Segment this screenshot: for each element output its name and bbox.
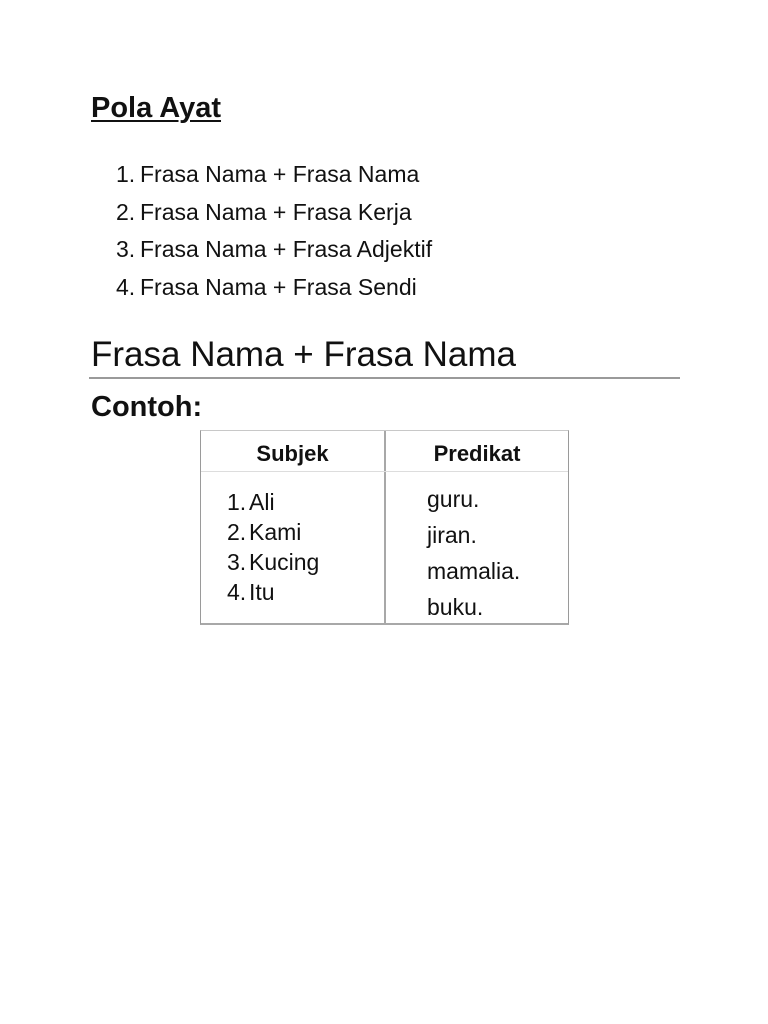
predicate-column-header: Predikat <box>433 441 521 466</box>
subject-number: 1. <box>227 489 247 515</box>
pattern-text: Frasa Nama + Frasa Adjektif <box>140 236 433 262</box>
subject-item <box>227 577 319 607</box>
subject-number: 4. <box>227 579 247 605</box>
pattern-item <box>116 194 432 232</box>
subject-text: Kami <box>249 519 302 545</box>
pattern-item <box>116 156 432 194</box>
pattern-text: Frasa Nama + Frasa Kerja <box>140 198 412 225</box>
subject-column-header: Subjek <box>256 441 329 466</box>
section-divider <box>89 377 680 379</box>
pattern-item <box>116 231 432 269</box>
subject-number: 2. <box>227 519 247 545</box>
pattern-text: Frasa Nama + Frasa Sendi <box>140 273 417 300</box>
predicate-list <box>427 481 520 625</box>
subject-text: Itu <box>249 579 275 605</box>
pattern-number: 4. <box>116 273 136 300</box>
subject-text: Kucing <box>249 549 320 575</box>
header-divider <box>201 471 568 472</box>
subject-text: Ali <box>249 489 275 515</box>
example-label: Contoh: <box>91 391 203 423</box>
pattern-number: 2. <box>116 198 136 225</box>
sentence-pattern-list <box>116 156 432 306</box>
example-table <box>200 430 569 625</box>
subject-item <box>227 517 319 547</box>
predicate-item: buku. <box>427 594 484 620</box>
pattern-number: 1. <box>116 161 136 187</box>
predicate-item: mamalia. <box>427 558 521 584</box>
pattern-text: Frasa Nama + Frasa Nama <box>140 161 420 187</box>
subject-number: 3. <box>227 549 247 575</box>
subject-item <box>227 487 319 517</box>
subject-list <box>227 487 319 607</box>
predicate-item: guru. <box>427 486 480 512</box>
subject-item <box>227 547 319 577</box>
page-heading: Pola Ayat <box>91 92 222 124</box>
pattern-number: 3. <box>116 236 136 262</box>
pattern-item <box>116 269 432 307</box>
section-title: Frasa Nama + Frasa Nama <box>91 335 516 374</box>
predicate-item: jiran. <box>427 522 477 548</box>
